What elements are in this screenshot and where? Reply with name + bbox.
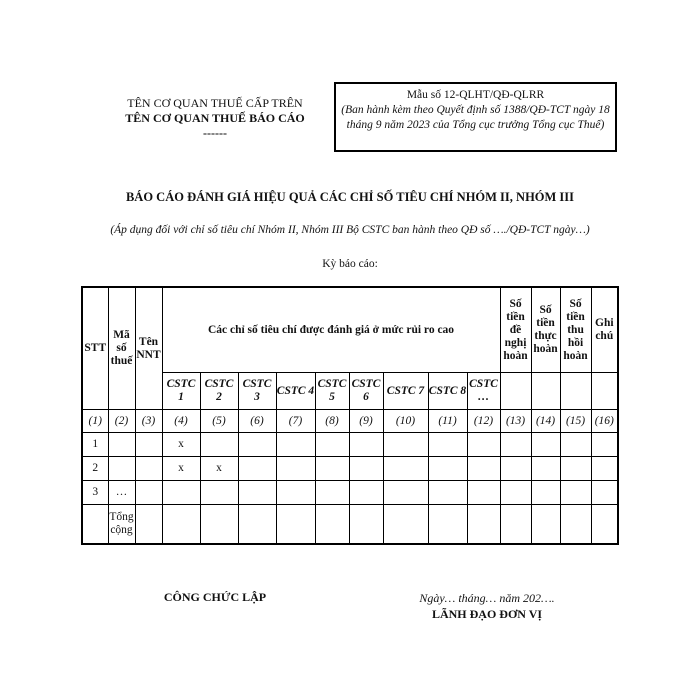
form-code: Mẫu số 12-QLHT/QĐ-QLRR <box>406 89 545 101</box>
org-separator: ------ <box>203 126 227 140</box>
total-row <box>82 505 618 545</box>
col-number: (16) <box>591 410 618 433</box>
cstc-cell: x <box>200 457 238 481</box>
approver-signature-title: LÃNH ĐẠO ĐƠN VỊ <box>431 607 543 621</box>
total-cell <box>162 505 200 545</box>
col-number: (10) <box>383 410 428 433</box>
apply-note: (Áp dụng đối với chỉ số tiêu chí Nhóm II, Nhóm III Bộ CSTC ban hành theo QĐ số …./QĐ-TCT ngày…) <box>110 224 590 236</box>
cstc-cell <box>383 457 428 481</box>
amount-cell <box>531 433 560 457</box>
col-number: (14) <box>531 410 560 433</box>
table-row <box>82 481 618 505</box>
cstc-cell <box>315 481 349 505</box>
cstc-cell <box>238 481 276 505</box>
table-row <box>82 433 618 457</box>
header-cstc: CSTC 5 <box>315 373 349 410</box>
cstc-cell <box>383 481 428 505</box>
amount-cell <box>500 433 531 457</box>
col-number: (1) <box>82 410 108 433</box>
header-cstc: CSTC 8 <box>428 373 467 410</box>
notes-cell <box>591 433 618 457</box>
cstc-cell <box>428 481 467 505</box>
total-cell <box>560 505 591 545</box>
cstc-cell <box>349 457 383 481</box>
cstc-cell <box>467 457 500 481</box>
header-blank <box>500 373 531 410</box>
row-tax-code <box>108 433 135 457</box>
col-number: (2) <box>108 410 135 433</box>
evaluation-table <box>81 286 619 545</box>
cstc-cell <box>428 457 467 481</box>
header-refund-requested: Số tiền đề nghị hoàn <box>500 287 531 373</box>
cstc-cell <box>467 481 500 505</box>
cstc-cell <box>315 433 349 457</box>
amount-cell <box>531 457 560 481</box>
total-cell <box>349 505 383 545</box>
header-cstc: CSTC 3 <box>238 373 276 410</box>
header-blank <box>560 373 591 410</box>
row-stt: 3 <box>82 481 108 505</box>
form-legal-note: (Ban hành kèm theo Quyết định số 1388/QĐ-TCT ngày 18 tháng 9 năm 2023 của Tổng cục trưởng Tổng cục Thuế) <box>341 104 610 131</box>
total-cell <box>383 505 428 545</box>
total-stt-cell <box>82 505 108 545</box>
amount-cell <box>500 457 531 481</box>
col-number: (5) <box>200 410 238 433</box>
total-cell <box>238 505 276 545</box>
total-cell <box>200 505 238 545</box>
notes-cell <box>591 457 618 481</box>
cstc-cell <box>276 457 315 481</box>
header-cstc: CSTC … <box>467 373 500 410</box>
cstc-cell <box>276 433 315 457</box>
cstc-cell: x <box>162 457 200 481</box>
header-cstc: CSTC 4 <box>276 373 315 410</box>
col-number: (6) <box>238 410 276 433</box>
total-cell <box>276 505 315 545</box>
col-number: (15) <box>560 410 591 433</box>
cstc-cell <box>238 433 276 457</box>
cstc-cell <box>200 481 238 505</box>
notes-cell <box>591 481 618 505</box>
row-tax-code: … <box>108 481 135 505</box>
col-number: (4) <box>162 410 200 433</box>
cstc-cell <box>238 457 276 481</box>
col-number: (3) <box>135 410 162 433</box>
header-refund-recovered: Số tiền thu hồi hoàn <box>560 287 591 373</box>
col-number: (9) <box>349 410 383 433</box>
report-period-label: Kỳ báo cáo: <box>322 258 378 270</box>
header-cstc: CSTC 1 <box>162 373 200 410</box>
header-criteria-group: Các chỉ số tiêu chí được đánh giá ở mức rủi ro cao <box>162 287 500 373</box>
total-cell <box>315 505 349 545</box>
issuing-organization <box>100 96 330 141</box>
row-name <box>135 481 162 505</box>
col-number: (7) <box>276 410 315 433</box>
reporting-org-name: TÊN CƠ QUAN THUẾ BÁO CÁO <box>125 111 305 125</box>
header-notes: Ghi chú <box>591 287 618 373</box>
total-cell <box>591 505 618 545</box>
total-label: Tổng cộng <box>108 505 135 545</box>
total-cell <box>428 505 467 545</box>
parent-org-name: TÊN CƠ QUAN THUẾ CẤP TRÊN <box>127 96 303 110</box>
cstc-cell <box>467 433 500 457</box>
cstc-cell <box>162 481 200 505</box>
col-number: (12) <box>467 410 500 433</box>
form-code-box <box>334 82 617 152</box>
cstc-cell <box>428 433 467 457</box>
report-title: BÁO CÁO ĐÁNH GIÁ HIỆU QUẢ CÁC CHỈ SỐ TIÊU CHÍ NHÓM II, NHÓM III <box>125 190 575 204</box>
total-cell <box>531 505 560 545</box>
amount-cell <box>560 457 591 481</box>
cstc-cell <box>200 433 238 457</box>
row-tax-code <box>108 457 135 481</box>
signature-date-line: Ngày… tháng… năm 202…. <box>419 591 555 605</box>
row-stt: 1 <box>82 433 108 457</box>
table-row <box>82 457 618 481</box>
amount-cell <box>531 481 560 505</box>
cstc-cell <box>383 433 428 457</box>
header-blank <box>591 373 618 410</box>
col-number: (11) <box>428 410 467 433</box>
total-cell <box>135 505 162 545</box>
total-cell <box>467 505 500 545</box>
amount-cell <box>500 481 531 505</box>
total-cell <box>500 505 531 545</box>
amount-cell <box>560 481 591 505</box>
cstc-cell <box>349 481 383 505</box>
header-cstc: CSTC 6 <box>349 373 383 410</box>
cstc-cell <box>276 481 315 505</box>
cstc-cell: x <box>162 433 200 457</box>
header-cstc: CSTC 7 <box>383 373 428 410</box>
row-stt: 2 <box>82 457 108 481</box>
header-cstc: CSTC 2 <box>200 373 238 410</box>
header-tax-code: Mã số thuế <box>108 287 135 410</box>
col-number: (13) <box>500 410 531 433</box>
col-number: (8) <box>315 410 349 433</box>
header-taxpayer-name: Tên NNT <box>135 287 162 410</box>
cstc-cell <box>315 457 349 481</box>
amount-cell <box>560 433 591 457</box>
header-refund-actual: Số tiền thực hoàn <box>531 287 560 373</box>
preparer-signature-title: CÔNG CHỨC LẬP <box>163 590 267 604</box>
row-name <box>135 457 162 481</box>
row-name <box>135 433 162 457</box>
cstc-cell <box>349 433 383 457</box>
header-blank <box>531 373 560 410</box>
approver-signature-block <box>392 590 582 622</box>
header-stt: STT <box>82 287 108 410</box>
